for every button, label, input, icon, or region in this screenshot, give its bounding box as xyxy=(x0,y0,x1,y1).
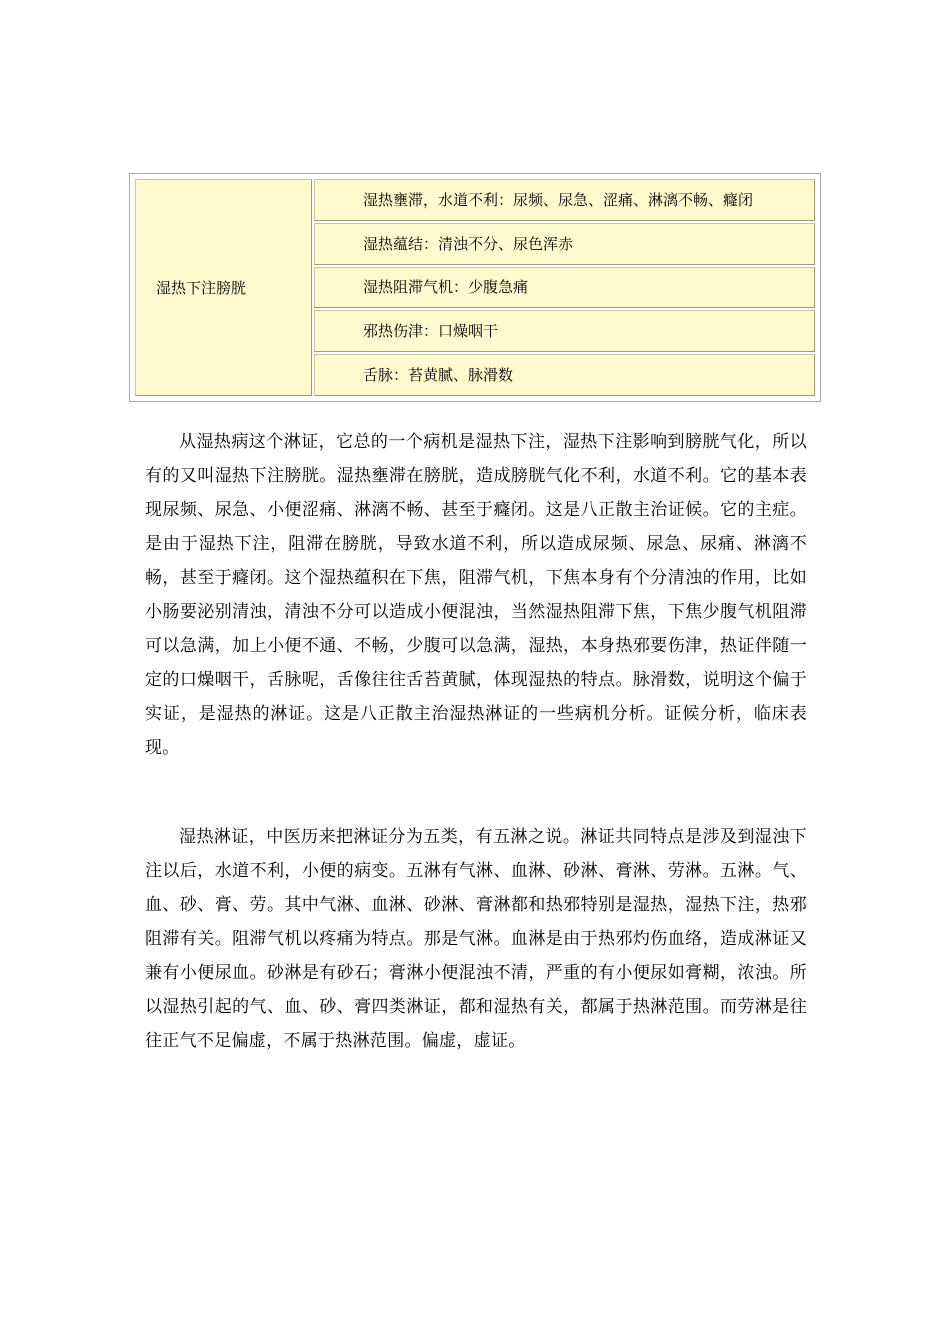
table-symptom-cell: 舌脉：苔黄腻、脉滑数 xyxy=(314,354,815,396)
table-symptom-cell: 邪热伤津：口燥咽干 xyxy=(314,310,815,352)
table-row xyxy=(135,179,815,221)
table-category-cell: 湿热下注膀胱 xyxy=(135,179,312,396)
table-symptom-cell: 湿热蕴结：清浊不分、尿色浑赤 xyxy=(314,223,815,265)
table-symptom-cell: 湿热阻滞气机：少腹急痛 xyxy=(314,267,815,309)
syndrome-table xyxy=(129,173,821,402)
body-paragraph: 湿热淋证，中医历来把淋证分为五类，有五淋之说。淋证共同特点是涉及到湿浊下注以后，水道不利，小便的病变。五淋有气淋、血淋、砂淋、膏淋、劳淋。五淋。气、血、砂、膏、劳。其中气淋、血淋、砂淋、膏淋都和热邪特别是湿热，湿热下注，热邪阻滞有关。阻滞气机以疼痛为特点。那是气淋。血淋是由于热邪灼伤血络，造成淋证又兼有小便尿血。砂淋是有砂石；膏淋小便混浊不清，严重的有小便尿如膏糊，浓浊。所以湿热引起的气、血、砂、膏四类淋证，都和湿热有关，都属于热淋范围。而劳淋是往往正气不足偏虚，不属于热淋范围。偏虚，虚证。 xyxy=(145,827,807,1051)
body-paragraph: 从湿热病这个淋证，它总的一个病机是湿热下注，湿热下注影响到膀胱气化，所以有的又叫湿热下注膀胱。湿热壅滞在膀胱，造成膀胱气化不利，水道不利。它的基本表现尿频、尿急、小便涩痛、淋漓不畅、甚至于癃闭。这是八正散主治证候。它的主症。是由于湿热下注，阻滞在膀胱，导致水道不利，所以造成尿频、尿急、尿痛、淋漓不畅，甚至于癃闭。这个湿热蕴积在下焦，阻滞气机，下焦本身有个分清浊的作用，比如小肠要泌别清浊，清浊不分可以造成小便混浊，当然湿热阻滞下焦，下焦少腹气机阻滞可以急满，加上小便不通、不畅，少腹可以急满，湿热，本身热邪要伤津，热证伴随一定的口燥咽干，舌脉呢，舌像往往舌苔黄腻，体现湿热的特点。脉滑数，说明这个偏于实证，是湿热的淋证。这是八正散主治湿热淋证的一些病机分析。证候分析，临床表现。 xyxy=(145,432,807,758)
syndrome-table-grid xyxy=(133,177,817,398)
table-symptom-cell: 湿热壅滞，水道不利：尿频、尿急、涩痛、淋漓不畅、癃闭 xyxy=(314,179,815,221)
